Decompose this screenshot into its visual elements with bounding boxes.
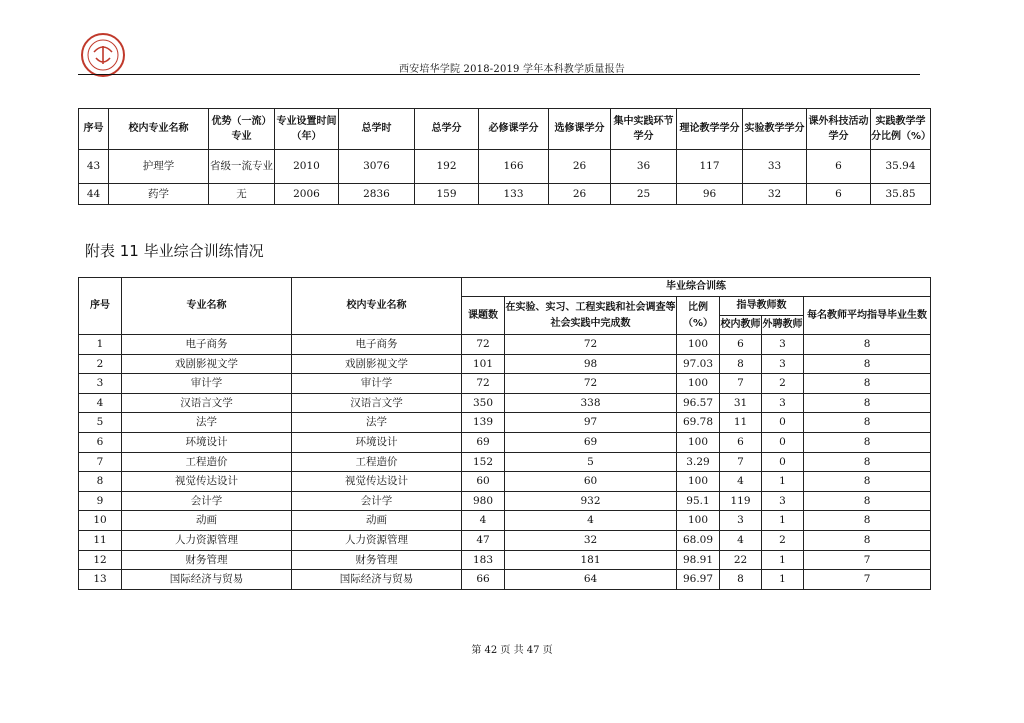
column-header: 校内专业名称 — [109, 109, 209, 150]
table-cell: 2010 — [275, 150, 339, 184]
table-cell: 192 — [415, 150, 479, 184]
table-cell: 183 — [462, 550, 505, 570]
table-row — [79, 413, 931, 433]
table-cell: 100 — [677, 374, 720, 394]
table-cell: 电子商务 — [122, 335, 292, 355]
table-cell: 100 — [677, 472, 720, 492]
table-cell: 财务管理 — [292, 550, 462, 570]
table-cell: 69.78 — [677, 413, 720, 433]
column-header-major: 专业名称 — [122, 278, 292, 335]
table-header-row — [79, 109, 931, 150]
table-cell: 0 — [762, 413, 804, 433]
table-cell: 7 — [720, 374, 762, 394]
table-cell: 72 — [462, 335, 505, 355]
column-header: 课外科技活动学分 — [807, 109, 871, 150]
table-row — [79, 184, 931, 205]
table-cell: 1 — [762, 472, 804, 492]
table-cell: 6 — [720, 335, 762, 355]
table-cell: 26 — [549, 150, 611, 184]
column-header-practice: 在实验、实习、工程实践和社会调查等社会实践中完成数 — [505, 297, 677, 335]
table-cell: 4 — [720, 472, 762, 492]
table-cell: 11 — [720, 413, 762, 433]
table-cell: 环境设计 — [292, 432, 462, 452]
table-cell: 8 — [804, 374, 931, 394]
table-cell: 法学 — [292, 413, 462, 433]
table-cell: 72 — [505, 374, 677, 394]
table-cell: 电子商务 — [292, 335, 462, 355]
table-cell: 72 — [462, 374, 505, 394]
column-header-average: 每名教师平均指导毕业生数 — [804, 297, 931, 335]
table-cell: 3.29 — [677, 452, 720, 472]
table-row — [79, 570, 931, 590]
column-header-topics: 课题数 — [462, 297, 505, 335]
table-cell: 8 — [804, 335, 931, 355]
column-header: 集中实践环节学分 — [611, 109, 677, 150]
table-row — [79, 491, 931, 511]
table-cell: 101 — [462, 354, 505, 374]
table-cell: 3 — [762, 335, 804, 355]
column-header-internal-major: 校内专业名称 — [292, 278, 462, 335]
table-cell: 戏剧影视文学 — [292, 354, 462, 374]
table-cell: 2 — [762, 530, 804, 550]
table-cell: 66 — [462, 570, 505, 590]
graduation-training-table — [78, 277, 931, 590]
table-cell: 5 — [79, 413, 122, 433]
table-cell: 会计学 — [122, 491, 292, 511]
table-row — [79, 150, 931, 184]
table-cell: 100 — [677, 335, 720, 355]
table-cell: 10 — [79, 511, 122, 531]
table-cell: 4 — [79, 393, 122, 413]
column-group-header: 毕业综合训练 — [462, 278, 931, 297]
column-header-index: 序号 — [79, 278, 122, 335]
table-cell: 0 — [762, 432, 804, 452]
table-cell: 3 — [762, 491, 804, 511]
table-cell: 11 — [79, 530, 122, 550]
table-row — [79, 432, 931, 452]
table-cell: 60 — [462, 472, 505, 492]
table-cell: 26 — [549, 184, 611, 205]
table-cell: 人力资源管理 — [122, 530, 292, 550]
table-cell: 7 — [804, 550, 931, 570]
table-cell: 5 — [505, 452, 677, 472]
table-cell: 1 — [762, 570, 804, 590]
table-row — [79, 452, 931, 472]
table-cell: 0 — [762, 452, 804, 472]
table-cell: 95.1 — [677, 491, 720, 511]
table-cell: 133 — [479, 184, 549, 205]
table-cell: 44 — [79, 184, 109, 205]
table-cell: 2006 — [275, 184, 339, 205]
table-row — [79, 472, 931, 492]
table-cell: 国际经济与贸易 — [122, 570, 292, 590]
column-header: 优势（一流）专业 — [209, 109, 275, 150]
column-header: 理论教学学分 — [677, 109, 743, 150]
table-cell: 100 — [677, 511, 720, 531]
table-cell: 35.85 — [871, 184, 931, 205]
table-cell: 会计学 — [292, 491, 462, 511]
table-cell: 119 — [720, 491, 762, 511]
table-cell: 3 — [762, 393, 804, 413]
table-body — [79, 335, 931, 590]
column-header-ratio: 比例（%） — [677, 297, 720, 335]
table-cell: 69 — [462, 432, 505, 452]
column-header: 实验教学学分 — [743, 109, 807, 150]
table-cell: 8 — [804, 432, 931, 452]
table-cell: 无 — [209, 184, 275, 205]
table-cell: 69 — [505, 432, 677, 452]
table-cell: 6 — [720, 432, 762, 452]
table-cell: 8 — [804, 530, 931, 550]
table-cell: 国际经济与贸易 — [292, 570, 462, 590]
table-cell: 159 — [415, 184, 479, 205]
table-cell: 25 — [611, 184, 677, 205]
page-footer: 第 42 页 共 47 页 — [471, 645, 553, 656]
table-cell: 166 — [479, 150, 549, 184]
table-cell: 932 — [505, 491, 677, 511]
table-cell: 8 — [720, 354, 762, 374]
table-cell: 动画 — [122, 511, 292, 531]
table-cell: 视觉传达设计 — [292, 472, 462, 492]
column-header: 序号 — [79, 109, 109, 150]
table-cell: 2836 — [339, 184, 415, 205]
table-cell: 6 — [807, 184, 871, 205]
table-cell: 汉语言文学 — [292, 393, 462, 413]
table-cell: 8 — [804, 452, 931, 472]
column-header: 选修课学分 — [549, 109, 611, 150]
table-cell: 法学 — [122, 413, 292, 433]
table-cell: 43 — [79, 150, 109, 184]
table-cell: 36 — [611, 150, 677, 184]
table-cell: 7 — [79, 452, 122, 472]
column-header-external-teachers: 外聘教师 — [762, 316, 804, 335]
table-cell: 980 — [462, 491, 505, 511]
column-header: 专业设置时间（年） — [275, 109, 339, 150]
table-cell: 31 — [720, 393, 762, 413]
table-cell: 药学 — [109, 184, 209, 205]
table-cell: 2 — [762, 374, 804, 394]
table-cell: 338 — [505, 393, 677, 413]
table-cell: 8 — [804, 511, 931, 531]
table-cell: 3 — [762, 354, 804, 374]
table-cell: 35.94 — [871, 150, 931, 184]
table-cell: 47 — [462, 530, 505, 550]
major-credits-table — [78, 108, 931, 205]
table-cell: 审计学 — [122, 374, 292, 394]
table-cell: 3 — [79, 374, 122, 394]
column-header: 总学时 — [339, 109, 415, 150]
table-cell: 12 — [79, 550, 122, 570]
table-cell: 6 — [79, 432, 122, 452]
table-cell: 环境设计 — [122, 432, 292, 452]
table-row — [79, 354, 931, 374]
table-row — [79, 374, 931, 394]
table-cell: 1 — [762, 550, 804, 570]
table-cell: 工程造价 — [122, 452, 292, 472]
table-cell: 97.03 — [677, 354, 720, 374]
table-cell: 7 — [720, 452, 762, 472]
table-cell: 省级一流专业 — [209, 150, 275, 184]
table-cell: 100 — [677, 432, 720, 452]
header-divider — [78, 74, 920, 75]
table-cell: 动画 — [292, 511, 462, 531]
table-cell: 350 — [462, 393, 505, 413]
table-cell: 152 — [462, 452, 505, 472]
table-cell: 戏剧影视文学 — [122, 354, 292, 374]
table-cell: 68.09 — [677, 530, 720, 550]
table-row — [79, 511, 931, 531]
table-cell: 4 — [462, 511, 505, 531]
table-cell: 3076 — [339, 150, 415, 184]
table-cell: 审计学 — [292, 374, 462, 394]
table-cell: 8 — [804, 491, 931, 511]
page-header-title: 西安培华学院 2018-2019 学年本科教学质量报告 — [398, 64, 626, 75]
table-cell: 96.57 — [677, 393, 720, 413]
table-row — [79, 550, 931, 570]
table-cell: 3 — [720, 511, 762, 531]
table-cell: 工程造价 — [292, 452, 462, 472]
column-header: 必修课学分 — [479, 109, 549, 150]
table-cell: 13 — [79, 570, 122, 590]
table-cell: 32 — [743, 184, 807, 205]
table-cell: 视觉传达设计 — [122, 472, 292, 492]
table-cell: 72 — [505, 335, 677, 355]
table-cell: 8 — [720, 570, 762, 590]
table-cell: 64 — [505, 570, 677, 590]
table-cell: 33 — [743, 150, 807, 184]
table-cell: 8 — [804, 472, 931, 492]
table-cell: 96.97 — [677, 570, 720, 590]
table-row — [79, 335, 931, 355]
table-cell: 8 — [79, 472, 122, 492]
table-cell: 60 — [505, 472, 677, 492]
table-cell: 4 — [505, 511, 677, 531]
table-cell: 98.91 — [677, 550, 720, 570]
table-cell: 人力资源管理 — [292, 530, 462, 550]
table-cell: 8 — [804, 413, 931, 433]
table-cell: 4 — [720, 530, 762, 550]
table-cell: 97 — [505, 413, 677, 433]
table-cell: 96 — [677, 184, 743, 205]
table-cell: 22 — [720, 550, 762, 570]
table-cell: 1 — [79, 335, 122, 355]
table-cell: 9 — [79, 491, 122, 511]
section-title: 附表 11 毕业综合训练情况 — [85, 242, 264, 260]
table-cell: 财务管理 — [122, 550, 292, 570]
table-cell: 7 — [804, 570, 931, 590]
table-cell: 32 — [505, 530, 677, 550]
column-header: 总学分 — [415, 109, 479, 150]
table-cell: 护理学 — [109, 150, 209, 184]
table-cell: 181 — [505, 550, 677, 570]
table-cell: 汉语言文学 — [122, 393, 292, 413]
table-cell: 98 — [505, 354, 677, 374]
table-cell: 1 — [762, 511, 804, 531]
column-header-internal-teachers: 校内教师 — [720, 316, 762, 335]
table-cell: 8 — [804, 354, 931, 374]
table-cell: 2 — [79, 354, 122, 374]
table-cell: 117 — [677, 150, 743, 184]
table-cell: 6 — [807, 150, 871, 184]
table-cell: 139 — [462, 413, 505, 433]
table-row — [79, 530, 931, 550]
table-row — [79, 393, 931, 413]
column-header: 实践教学学分比例（%） — [871, 109, 931, 150]
table-cell: 8 — [804, 393, 931, 413]
column-header-advisors: 指导教师数 — [720, 297, 804, 316]
